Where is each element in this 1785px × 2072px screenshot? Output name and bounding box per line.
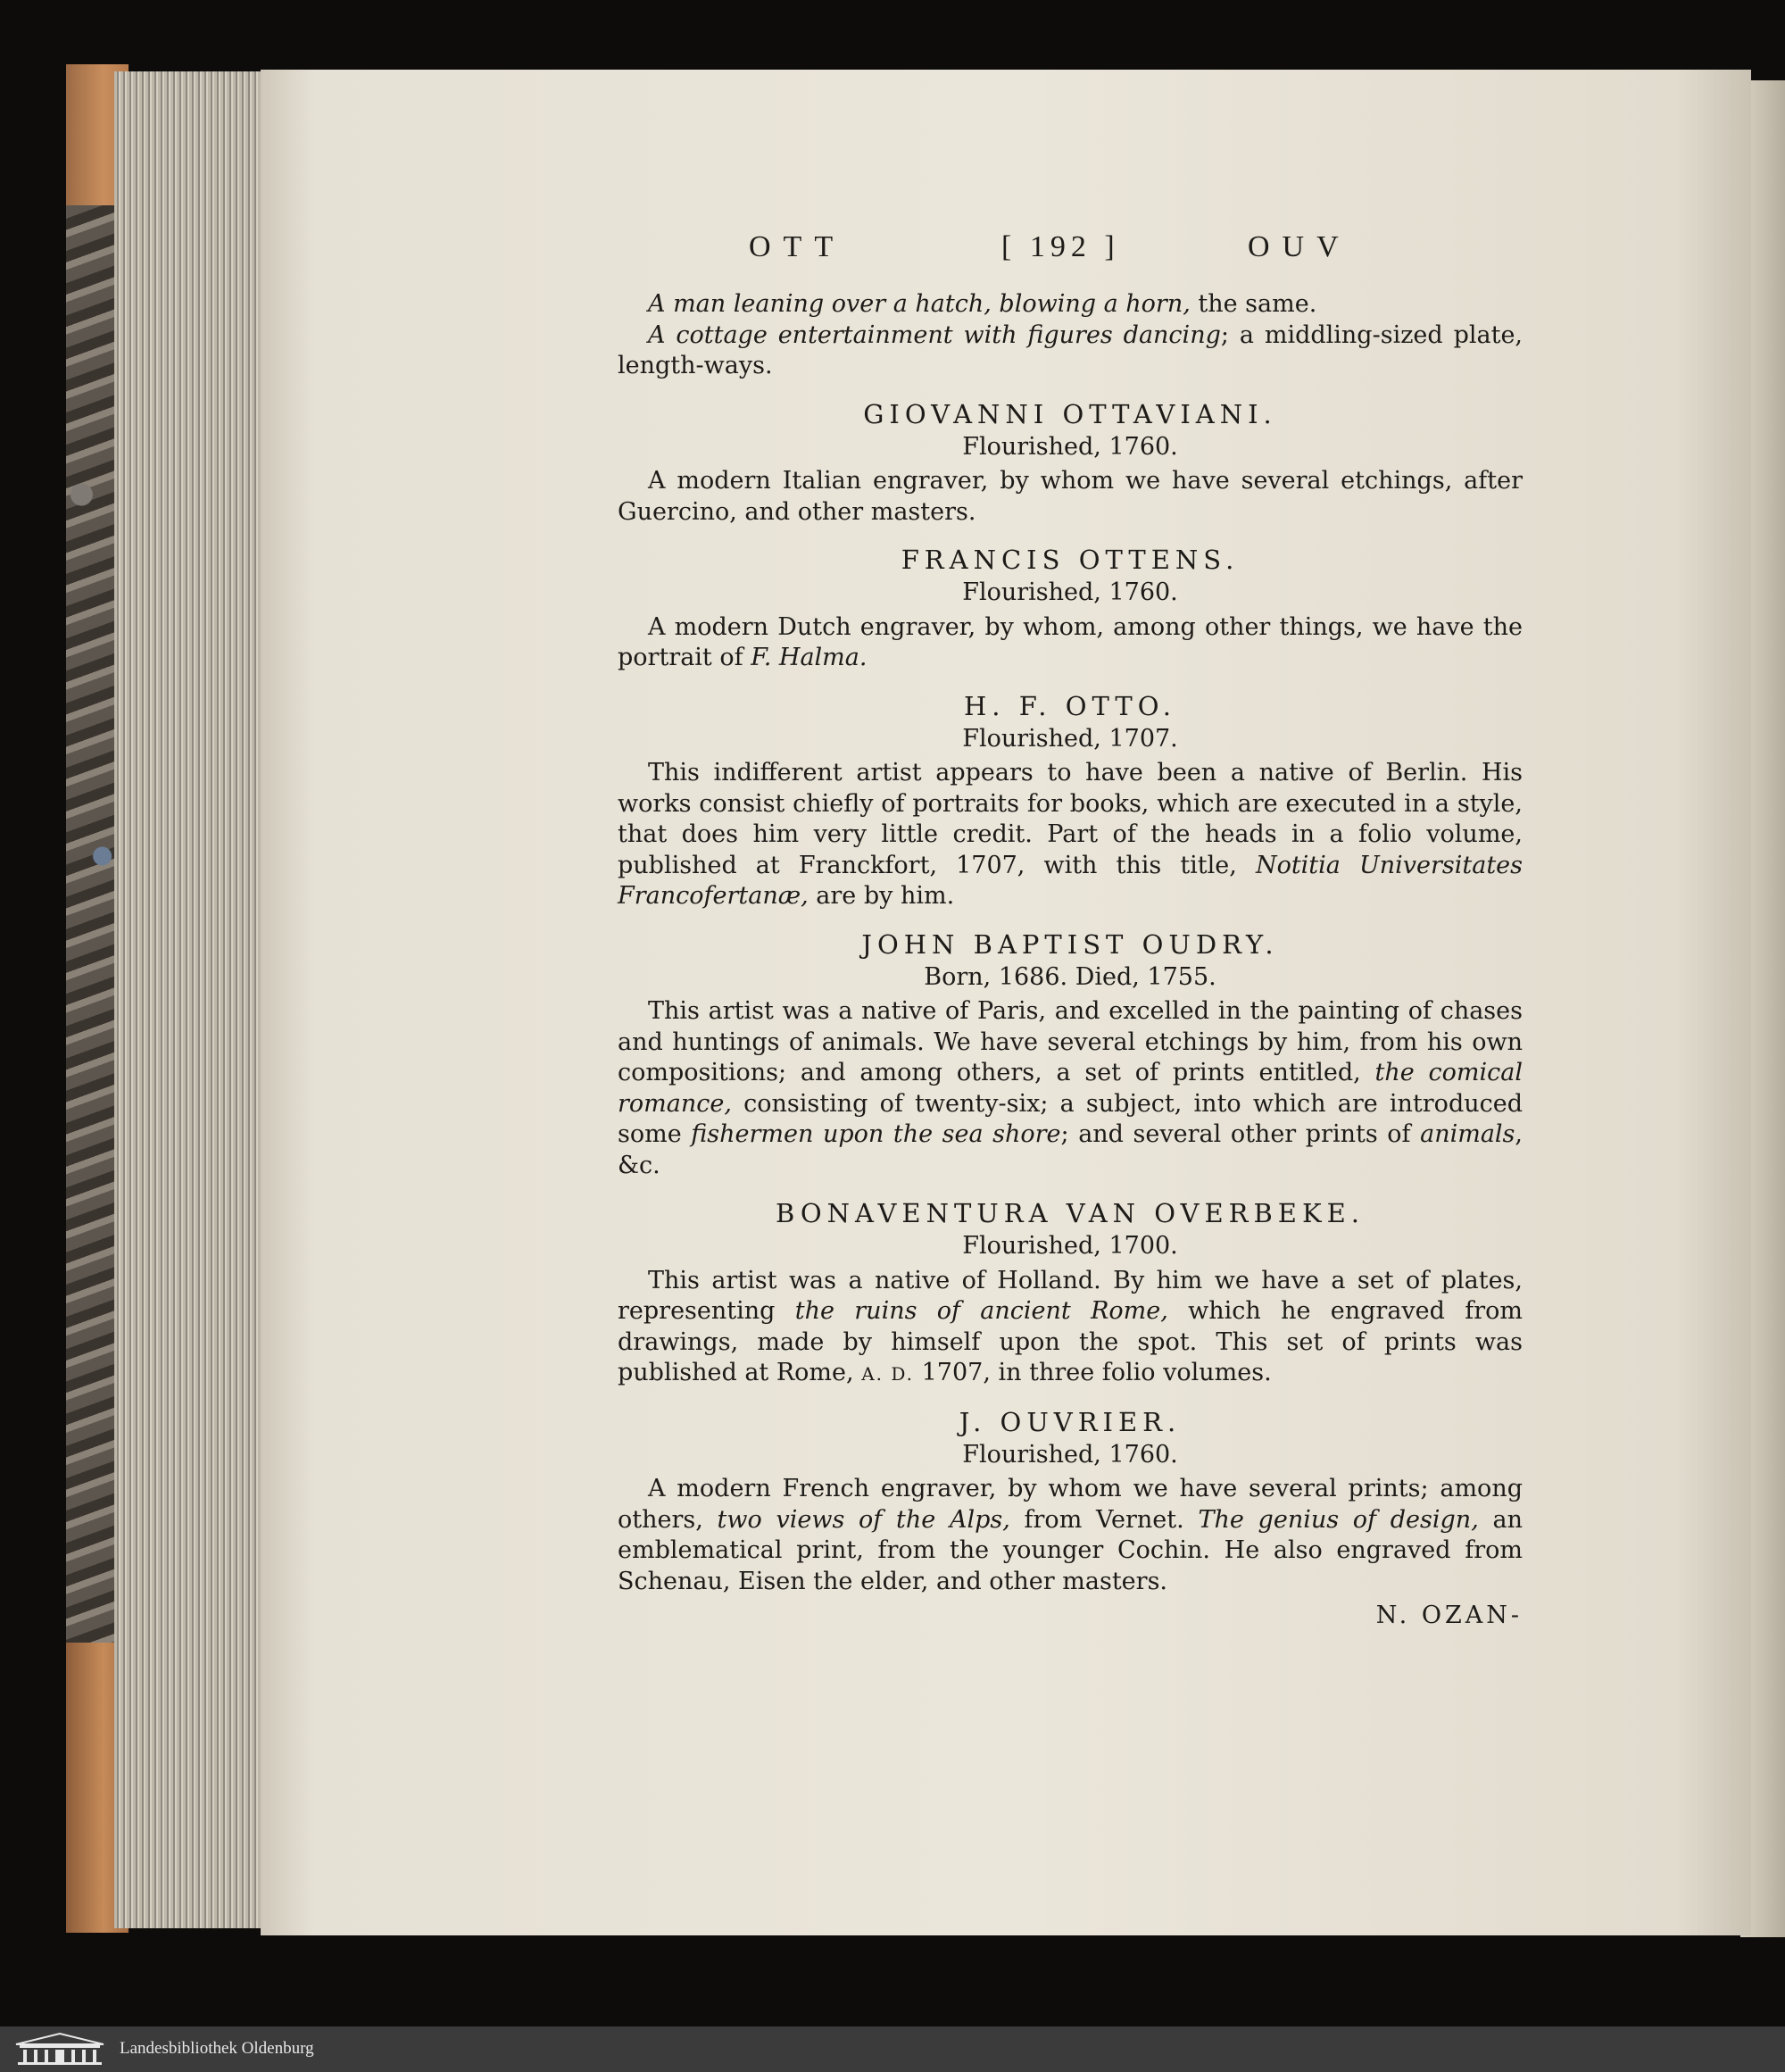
entry-name: BONAVENTURA VAN OVERBEKE. [775,1198,1366,1228]
entry-text: A modern French engraver, by whom we have several prints; among others, two views of the Alps, from Vernet. The genius of design, an emblematical print, from the younger Cochin. He also engraved from Schenau, Eisen the elder, and other masters. [618,1475,1523,1595]
entry-name: JOHN BAPTIST OUDRY. [861,928,1279,960]
running-head [618,232,1523,277]
entry-date: Flourished, 1760. [962,578,1178,606]
page-text [618,232,1523,1632]
entry-date: Flourished, 1700. [962,1232,1178,1260]
entry-text: This indifferent artist appears to have been a native of Berlin. His works consist chiefly of portraits for books, which are executed in a style, that does him very little credit. Part of the heads in a folio volume, published at Franckfort, 1707, with this title, Notitia Universitates Francofertanæ, are by him. [618,759,1523,910]
entry-text: This artist was a native of Holland. By him we have a set of plates, representing the ruins of ancient Rome, which he engraved from drawings, made by himself upon the spot. This set of prints was published at Rome, A. D. 1707, in three folio volumes. [618,1266,1523,1386]
intro-paragraph-1: A man leaning over a hatch, blowing a horn, the same. [648,290,1317,318]
marbled-cover [66,205,118,1652]
entry-date: Flourished, 1760. [962,1440,1178,1469]
intro-paragraph-2: A cottage entertainment with figures dancing; a middling-sized plate, length-ways. [618,320,1523,379]
entry-text: A modern Italian engraver, by whom we have several etchings, after Guercino, and other masters. [618,467,1523,526]
entry-text: A modern Dutch engraver, by whom, among other things, we have the portrait of F. Halma. [618,612,1523,671]
entry-date: Born, 1686. Died, 1755. [924,962,1216,991]
entry-name: FRANCIS OTTENS. [901,545,1240,575]
page-edges [114,71,266,1928]
entry-name: H. F. OTTO. [963,690,1177,721]
page-number: [ 192 ] [1001,230,1120,263]
entry-name: J. OUVRIER. [959,1406,1182,1437]
library-building-icon [12,2032,107,2066]
catchword: N. OZAN- [1375,1602,1523,1629]
library-name: Landesbibliothek Oldenburg [120,2039,314,2058]
entry-date: Flourished, 1760. [962,432,1178,461]
entry-date: Flourished, 1707. [962,724,1178,753]
entry-text: This artist was a native of Paris, and excelled in the painting of chases and huntings of animals. We have several etchings by him, from his own compositions; and among others, a set of prints entitled, the comical romance, consisting of twenty-six; a subject, into which are introduced some fishermen upon the sea shore; and several other prints of animals, &c. [618,997,1523,1179]
running-head-left: OTT [749,230,846,263]
running-head-right: OUV [1248,230,1351,263]
entry-name: GIOVANNI OTTAVIANI. [863,398,1277,429]
